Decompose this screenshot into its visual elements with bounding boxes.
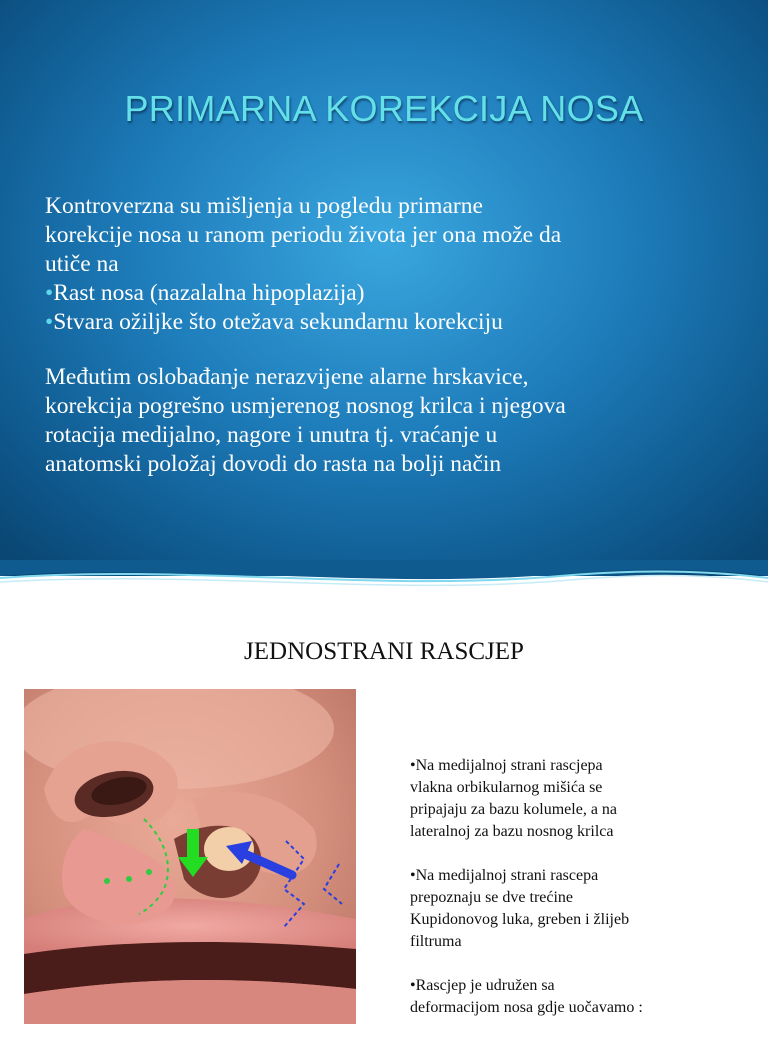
bullet-icon: • bbox=[45, 280, 54, 306]
bullet-item bbox=[45, 279, 745, 308]
text-line: prepoznaju se dve trećine bbox=[410, 889, 574, 906]
text-line: vlakna orbikularnog mišića se bbox=[410, 779, 603, 796]
bullet-text: Rast nosa (nazalalna hipoplazija) bbox=[53, 280, 365, 306]
closing-line: Međutim oslobađanje nerazvijene alarne hrskavice, bbox=[45, 364, 529, 390]
bullet-item bbox=[45, 308, 745, 337]
wave-decoration bbox=[0, 560, 768, 594]
text-line: •Na medijalnoj strani rascjepa bbox=[410, 757, 603, 774]
text-line: •Na medijalnoj strani rascepa bbox=[410, 867, 599, 884]
closing-line: rotacija medijalno, nagore i unutra tj. vraćanje u bbox=[45, 422, 498, 448]
intro-line: Kontroverzna su mišljenja u pogledu primarne bbox=[45, 193, 483, 219]
text-line: lateralnoj za bazu nosnog krilca bbox=[410, 823, 614, 840]
text-line: •Rascjep je udružen sa bbox=[410, 977, 555, 994]
intro-line: korekcije nosa u ranom periodu života jer ona može da bbox=[45, 222, 562, 248]
paragraph bbox=[410, 755, 740, 843]
slide-2-text bbox=[410, 755, 740, 1041]
text-line: filtruma bbox=[410, 933, 462, 950]
slide-title: PRIMARNA KOREKCIJA NOSA bbox=[124, 88, 644, 129]
paragraph bbox=[410, 865, 740, 953]
intro-line: utiče na bbox=[45, 251, 119, 277]
cleft-lip-photo bbox=[24, 689, 356, 1024]
text-line: deformacijom nosa gdje uočavamo : bbox=[410, 999, 643, 1016]
bullet-text: Stvara ožiljke što otežava sekundarnu korekciju bbox=[53, 309, 503, 335]
closing-line: anatomski položaj dovodi do rasta na bolji način bbox=[45, 451, 502, 477]
slide-body bbox=[45, 192, 745, 479]
paragraph bbox=[410, 975, 740, 1019]
bullet-icon: • bbox=[45, 309, 54, 335]
slide-2-title: JEDNOSTRANI RASCJEP bbox=[244, 638, 524, 665]
text-line: pripajaju za bazu kolumele, a na bbox=[410, 801, 618, 818]
closing-line: korekcija pogrešno usmjerenog nosnog krilca i njegova bbox=[45, 393, 566, 419]
text-line: Kupidonovog luka, greben i žlijeb bbox=[410, 911, 630, 928]
